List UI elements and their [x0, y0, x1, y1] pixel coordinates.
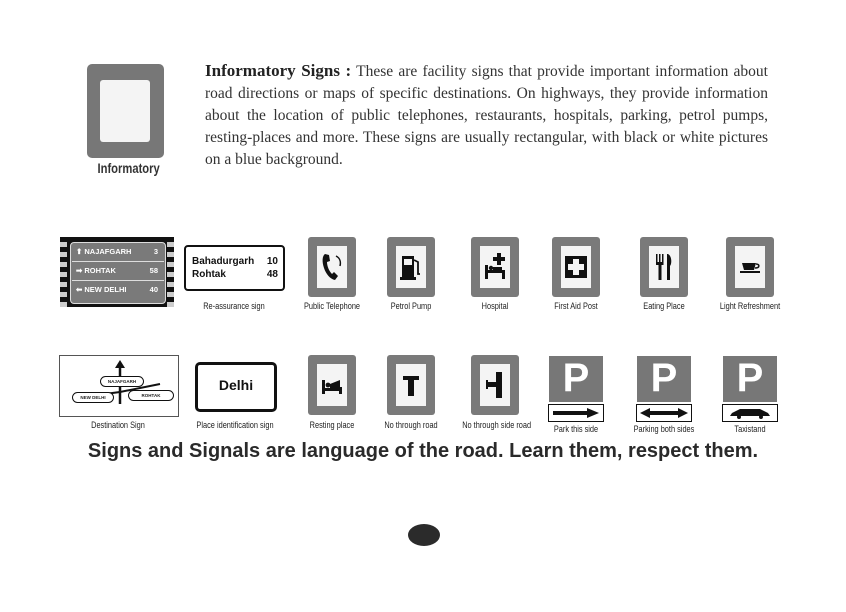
reassurance-sign [184, 245, 285, 291]
first-aid-cross-icon [564, 250, 588, 284]
destination-east: ROHTAK [128, 390, 174, 401]
telephone-icon [320, 250, 344, 284]
arrow-right-icon: ➡ [76, 266, 83, 275]
bed-icon [320, 368, 344, 402]
caption-first-aid-post: First Aid Post [554, 301, 598, 311]
sign-eating-place [640, 237, 688, 297]
parking-letter: P [562, 356, 590, 400]
arrow-up-icon: ⬆ [76, 247, 83, 256]
caption-taxistand: Taxistand [734, 424, 766, 434]
direction-km: 3 [153, 247, 158, 256]
caption-parking-both-sides: Parking both sides [633, 424, 695, 434]
parking-both-sides-plate [636, 404, 692, 422]
direction-place: NEW DELHI [84, 285, 127, 294]
sign-first-aid-post [552, 237, 600, 297]
caption-eating-place: Eating Place [643, 301, 685, 311]
caption-place-sign: Place identification sign [196, 420, 274, 430]
reassurance-km: 48 [266, 269, 278, 280]
sign-resting-place [308, 355, 356, 415]
page-number-badge [408, 524, 440, 546]
caption-no-through-road: No through road [384, 420, 438, 430]
caption-park-this-side: Park this side [553, 424, 599, 434]
direction-place: NAJAFGARH [84, 247, 132, 256]
arrow-left-icon: ⬅ [76, 285, 83, 294]
sign-taxistand [723, 356, 777, 402]
direction-row [76, 247, 164, 261]
section-heading: Informatory Signs : [205, 61, 352, 80]
tagline: Signs and Signals are language of the road. Learn them, respect them. [87, 440, 759, 462]
sign-no-through-road [387, 355, 435, 415]
direction-sign [60, 237, 174, 307]
double-arrow-icon [640, 408, 688, 418]
parking-letter: P [736, 356, 764, 400]
arrow-right-icon [553, 408, 599, 418]
destination-west: NEW DELHI [72, 392, 114, 403]
direction-km: 40 [149, 285, 158, 294]
caption-light-refreshment: Light Refreshment [719, 301, 781, 311]
taxi-icon [728, 407, 772, 419]
caption-resting-place: Resting place [309, 420, 355, 430]
sign-no-through-side-road [471, 355, 519, 415]
sign-parking-both-sides [637, 356, 691, 402]
parking-letter: P [650, 356, 678, 400]
hospital-bed-icon [483, 250, 507, 284]
caption-no-through-side-road: No through side road [462, 420, 532, 430]
reassurance-caption: Re-assurance sign [203, 301, 265, 311]
destination-sign [59, 355, 179, 417]
caption-petrol-pump: Petrol Pump [390, 301, 432, 311]
caption-public-telephone: Public Telephone [303, 301, 361, 311]
section-body: These are facility signs that provide important information about road directions or maps of specific destinations. On highways, they provide information about the location of public telephones, restaurants, hospitals, parking, petrol pumps, resting-places and more. These signs are usually rectangular, with black or white pictures on a blue background. [205, 63, 768, 168]
place-sign [195, 362, 277, 412]
sign-petrol-pump [387, 237, 435, 297]
sign-hospital [471, 237, 519, 297]
side-road-icon [483, 368, 507, 402]
sample-sign-blank [100, 80, 150, 142]
fuel-pump-icon [399, 250, 423, 284]
direction-place: ROHTAK [84, 266, 116, 275]
reassurance-place: Bahadurgarh [192, 256, 255, 267]
sign-light-refreshment [726, 237, 774, 297]
reassurance-place: Rohtak [192, 269, 226, 280]
direction-row [76, 266, 164, 280]
sign-public-telephone [308, 237, 356, 297]
park-this-side-plate [548, 404, 604, 422]
t-junction-icon [399, 368, 423, 402]
direction-km: 58 [149, 266, 158, 275]
sample-label: Informatory [97, 160, 160, 176]
intro-paragraph [205, 60, 768, 171]
taxistand-plate [722, 404, 778, 422]
destination-north: NAJAFGARH [100, 376, 144, 387]
informatory-sample-sign [87, 64, 164, 158]
reassurance-km: 10 [266, 256, 278, 267]
fork-knife-icon [652, 250, 676, 284]
direction-row [76, 285, 164, 299]
cup-saucer-icon [738, 250, 762, 284]
caption-hospital: Hospital [481, 301, 509, 311]
sign-park-this-side [549, 356, 603, 402]
caption-destination-sign: Destination Sign [91, 420, 145, 430]
place-name: Delhi [218, 377, 254, 393]
